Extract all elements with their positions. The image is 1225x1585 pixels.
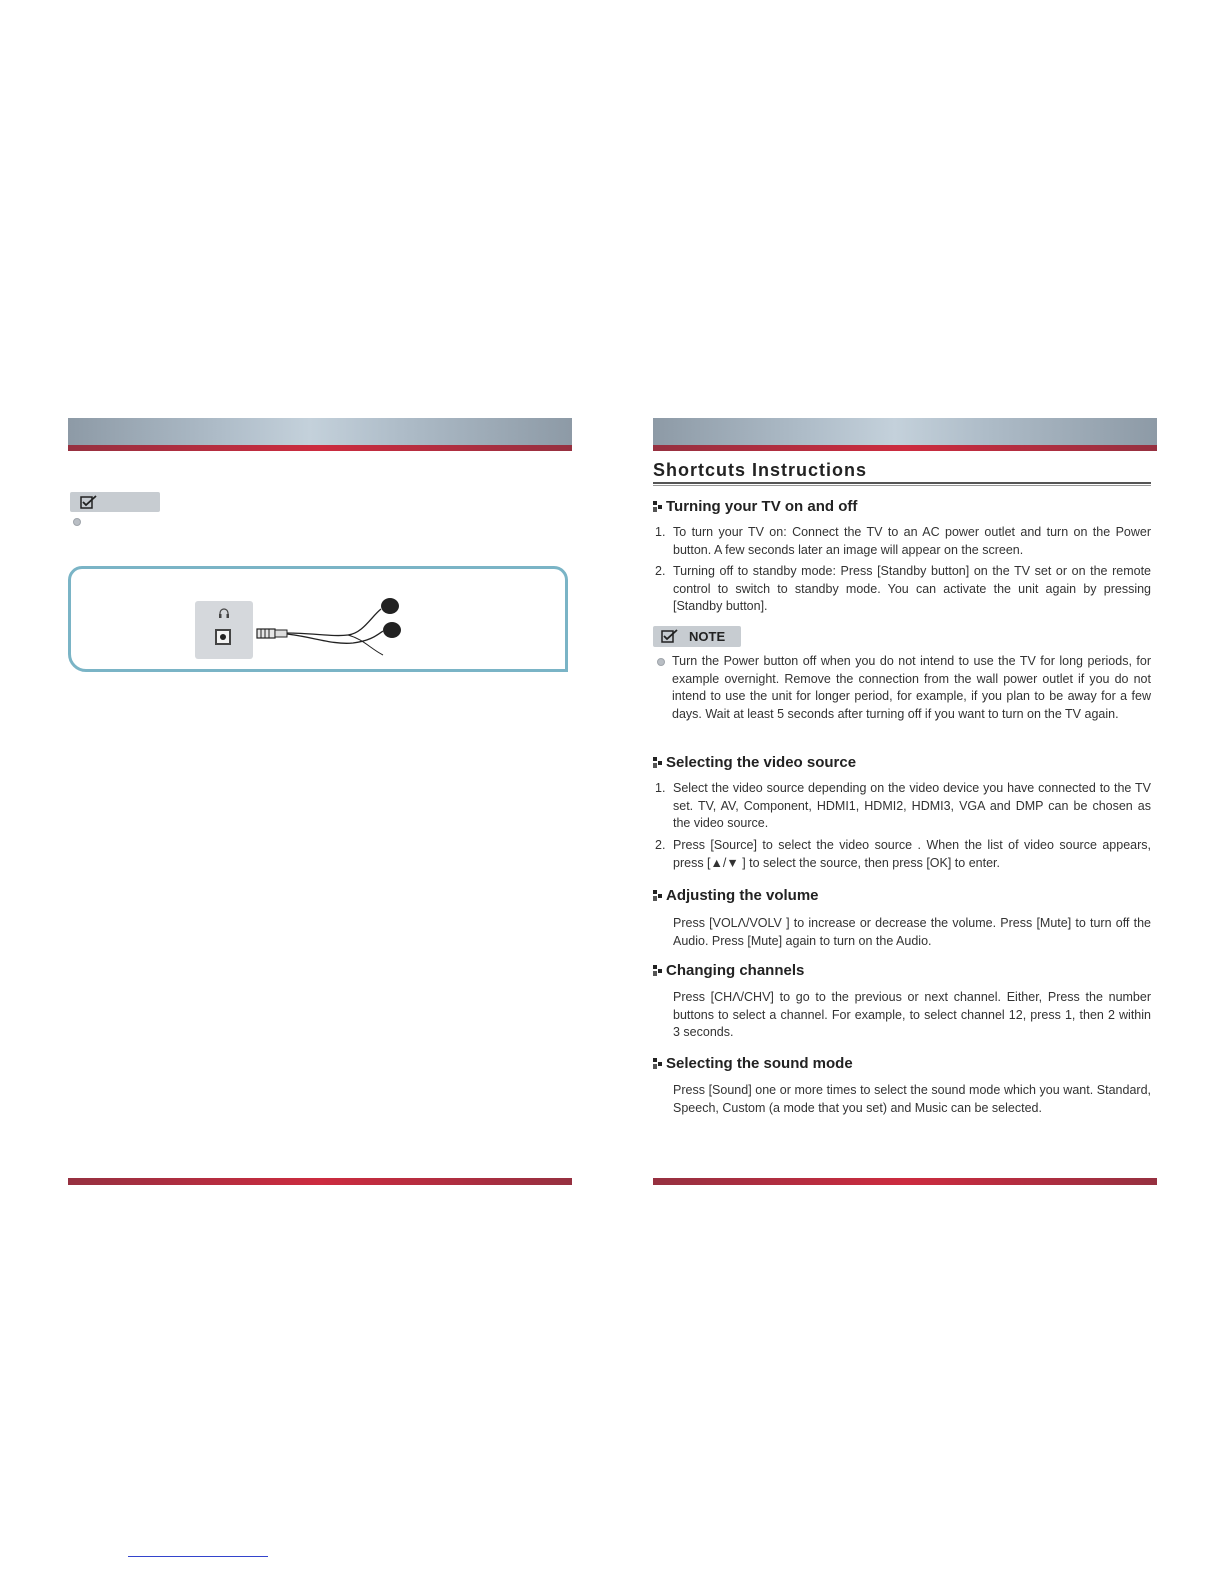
heading-changing-channels — [653, 962, 804, 979]
headphone-icon — [218, 607, 230, 619]
heading-text: Changing channels — [666, 962, 805, 979]
list-item: Turning off to standby mode: Press [Standby button] on the TV set or on the remote control to switch to standby mode. You can activate the unit again by pressing [Standby button]. — [673, 564, 1151, 613]
list-item: To turn your TV on: Connect the TV to an AC power outlet and turn on the Power button. A few seconds later an image will appear on the screen. — [673, 525, 1151, 557]
right-header-bar — [653, 418, 1157, 445]
headphone-connection-diagram — [68, 566, 568, 672]
note-text: Turn the Power button off when you do not intend to use the TV for long periods, for example overnight. Remove the connection from the wall power outlet if you do not intend to use the unit for longer period, for example, if you plan to be away for a few days. Wait at least 5 seconds after turning off if you want to turn on the TV again. — [672, 654, 1151, 721]
list-number: 1. — [655, 525, 666, 539]
bottom-link-underline — [128, 1556, 268, 1557]
section-marker-icon — [653, 501, 663, 512]
list-item: Press [Source] to select the video source . When the list of video source appears, press [▲/▼ ] to select the source, then press [OK] to enter. — [673, 838, 1151, 870]
left-footer-bar — [68, 1178, 572, 1185]
heading-adjusting-volume — [653, 887, 819, 904]
heading-text: Turning your TV on and off — [666, 498, 858, 515]
heading-text: Selecting the video source — [666, 754, 857, 771]
earphones-icon — [253, 597, 423, 657]
note-check-icon — [661, 629, 679, 643]
list-item: Select the video source depending on the video device you have connected to the TV set. TV, AV, Component, HDMI1, HDMI2, HDMI3, VGA and DMP can be chosen as the video source. — [673, 781, 1151, 830]
heading-text: Selecting the sound mode — [666, 1055, 853, 1072]
channels-text: Press [CHΛ/CHV] to go to the previous or next channel. Either, Press the number buttons to select a channel. For example, to select channel 12, press 1, then 2 within 3 seconds. — [673, 990, 1151, 1039]
volume-text: Press [VOLΛ/VOLV ] to increase or decrease the volume. Press [Mute] to turn off the Audio. Press [Mute] again to turn on the Audio. — [673, 916, 1151, 948]
heading-text: Adjusting the volume — [666, 887, 819, 904]
list-number: 1. — [655, 781, 666, 795]
bullet-dot-icon — [73, 518, 81, 526]
headphone-jack-socket — [215, 629, 231, 645]
section-marker-icon — [653, 1058, 663, 1069]
right-footer-bar — [653, 1178, 1157, 1185]
note-label: NOTE — [689, 629, 726, 644]
headphone-jack-plate — [195, 601, 253, 659]
bullet-dot-icon — [657, 658, 665, 666]
heading-selecting-sound-mode — [653, 1055, 853, 1072]
section-marker-icon — [653, 757, 663, 768]
list-number: 2. — [655, 838, 666, 852]
left-header-bar — [68, 418, 572, 445]
section-marker-icon — [653, 965, 663, 976]
note-check-icon — [80, 495, 98, 509]
title-rule — [653, 482, 1151, 484]
left-note-badge — [70, 492, 160, 512]
page-title: Shortcuts Instructions — [653, 460, 868, 480]
note-badge — [653, 626, 741, 647]
heading-selecting-video-source — [653, 754, 856, 771]
section-marker-icon — [653, 890, 663, 901]
sound-mode-text: Press [Sound] one or more times to select the sound mode which you want. Standard, Speech, Custom (a mode that you set) and Music can be selected. — [673, 1083, 1151, 1115]
list-number: 2. — [655, 564, 666, 578]
heading-turning-tv-on-off — [653, 498, 857, 515]
